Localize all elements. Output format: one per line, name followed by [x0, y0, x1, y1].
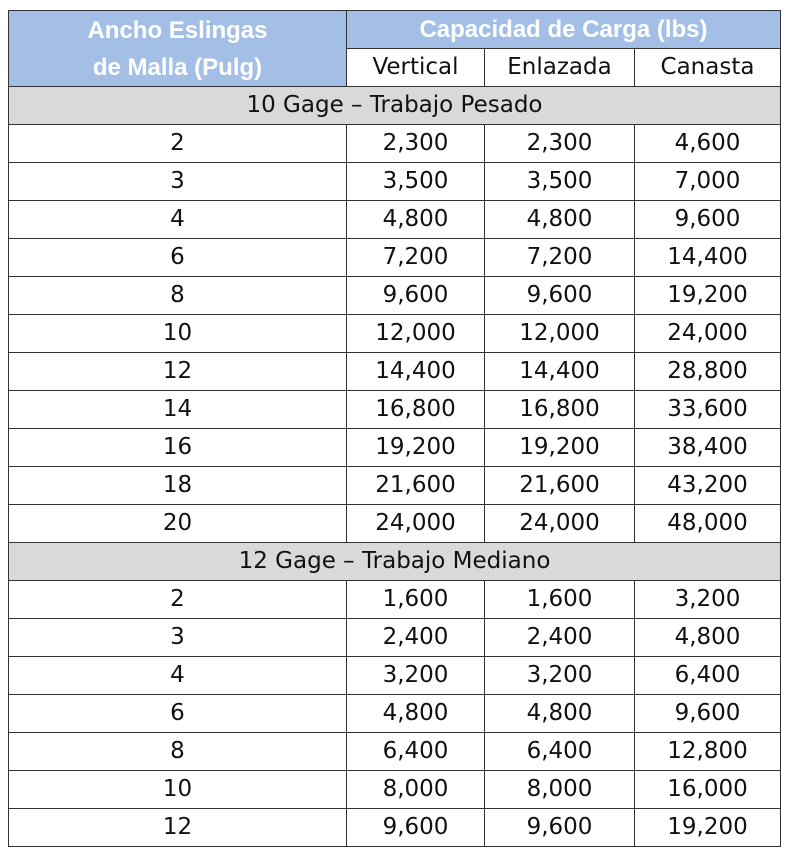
vertical-cell: 16,800 — [347, 391, 485, 429]
canasta-cell: 28,800 — [635, 353, 781, 391]
vertical-cell: 3,500 — [347, 163, 485, 201]
vertical-cell: 12,000 — [347, 315, 485, 353]
width-cell: 18 — [9, 467, 347, 505]
width-cell: 16 — [9, 429, 347, 467]
vertical-cell: 2,300 — [347, 125, 485, 163]
width-title-line-1: Ancho Eslingas — [87, 16, 268, 44]
width-cell: 3 — [9, 619, 347, 657]
enlazada-cell: 8,000 — [485, 771, 635, 809]
canasta-cell: 16,000 — [635, 771, 781, 809]
vertical-cell: 19,200 — [347, 429, 485, 467]
table-row — [9, 733, 781, 771]
enlazada-cell: 3,500 — [485, 163, 635, 201]
section-title: 12 Gage – Trabajo Mediano — [9, 543, 781, 581]
vertical-cell: 21,600 — [347, 467, 485, 505]
enlazada-cell: 9,600 — [485, 277, 635, 315]
table-row — [9, 391, 781, 429]
canasta-cell: 3,200 — [635, 581, 781, 619]
table-row — [9, 657, 781, 695]
table-row — [9, 201, 781, 239]
width-cell: 14 — [9, 391, 347, 429]
enlazada-cell: 4,800 — [485, 201, 635, 239]
canasta-cell: 14,400 — [635, 239, 781, 277]
vertical-cell: 3,200 — [347, 657, 485, 695]
width-cell: 4 — [9, 657, 347, 695]
width-cell: 4 — [9, 201, 347, 239]
canasta-cell: 19,200 — [635, 809, 781, 847]
enlazada-cell: 9,600 — [485, 809, 635, 847]
enlazada-cell: 2,400 — [485, 619, 635, 657]
vertical-cell: 1,600 — [347, 581, 485, 619]
vertical-cell: 8,000 — [347, 771, 485, 809]
table-body — [9, 87, 781, 847]
canasta-cell: 4,600 — [635, 125, 781, 163]
width-title-line-2: de Malla (Pulg) — [92, 53, 263, 81]
vertical-cell: 7,200 — [347, 239, 485, 277]
width-cell: 6 — [9, 239, 347, 277]
width-cell: 8 — [9, 277, 347, 315]
load-capacity-table — [8, 10, 781, 847]
enlazada-cell: 24,000 — [485, 505, 635, 543]
table-row — [9, 163, 781, 201]
load-capacity-table-container — [8, 10, 781, 847]
enlazada-cell: 16,800 — [485, 391, 635, 429]
table-row — [9, 619, 781, 657]
table-row — [9, 277, 781, 315]
canasta-cell: 48,000 — [635, 505, 781, 543]
enlazada-cell: 2,300 — [485, 125, 635, 163]
vertical-cell: 4,800 — [347, 201, 485, 239]
table-header — [9, 11, 781, 87]
canasta-cell: 9,600 — [635, 201, 781, 239]
table-row — [9, 353, 781, 391]
canasta-cell: 43,200 — [635, 467, 781, 505]
table-row — [9, 429, 781, 467]
width-column-header — [9, 11, 347, 87]
column-header-enlazada: Enlazada — [485, 49, 635, 87]
width-cell: 2 — [9, 581, 347, 619]
section-row — [9, 87, 781, 125]
canasta-cell: 9,600 — [635, 695, 781, 733]
width-cell: 3 — [9, 163, 347, 201]
enlazada-cell: 3,200 — [485, 657, 635, 695]
enlazada-cell: 6,400 — [485, 733, 635, 771]
canasta-cell: 24,000 — [635, 315, 781, 353]
vertical-cell: 2,400 — [347, 619, 485, 657]
canasta-cell: 6,400 — [635, 657, 781, 695]
canasta-cell: 38,400 — [635, 429, 781, 467]
table-row — [9, 239, 781, 277]
table-row — [9, 125, 781, 163]
table-row — [9, 695, 781, 733]
enlazada-cell: 21,600 — [485, 467, 635, 505]
table-row — [9, 467, 781, 505]
capacity-header: Capacidad de Carga (lbs) — [347, 11, 781, 49]
vertical-cell: 24,000 — [347, 505, 485, 543]
width-cell: 20 — [9, 505, 347, 543]
vertical-cell: 4,800 — [347, 695, 485, 733]
enlazada-cell: 14,400 — [485, 353, 635, 391]
enlazada-cell: 12,000 — [485, 315, 635, 353]
enlazada-cell: 19,200 — [485, 429, 635, 467]
width-cell: 12 — [9, 809, 347, 847]
table-row — [9, 505, 781, 543]
enlazada-cell: 7,200 — [485, 239, 635, 277]
canasta-cell: 4,800 — [635, 619, 781, 657]
canasta-cell: 12,800 — [635, 733, 781, 771]
width-cell: 10 — [9, 771, 347, 809]
table-row — [9, 315, 781, 353]
table-row — [9, 581, 781, 619]
enlazada-cell: 1,600 — [485, 581, 635, 619]
table-row — [9, 771, 781, 809]
column-header-canasta: Canasta — [635, 49, 781, 87]
canasta-cell: 7,000 — [635, 163, 781, 201]
vertical-cell: 6,400 — [347, 733, 485, 771]
width-cell: 2 — [9, 125, 347, 163]
section-row — [9, 543, 781, 581]
width-cell: 12 — [9, 353, 347, 391]
width-cell: 8 — [9, 733, 347, 771]
vertical-cell: 9,600 — [347, 809, 485, 847]
width-cell: 10 — [9, 315, 347, 353]
vertical-cell: 9,600 — [347, 277, 485, 315]
width-cell: 6 — [9, 695, 347, 733]
enlazada-cell: 4,800 — [485, 695, 635, 733]
table-row — [9, 809, 781, 847]
canasta-cell: 19,200 — [635, 277, 781, 315]
canasta-cell: 33,600 — [635, 391, 781, 429]
section-title: 10 Gage – Trabajo Pesado — [9, 87, 781, 125]
column-header-vertical: Vertical — [347, 49, 485, 87]
vertical-cell: 14,400 — [347, 353, 485, 391]
